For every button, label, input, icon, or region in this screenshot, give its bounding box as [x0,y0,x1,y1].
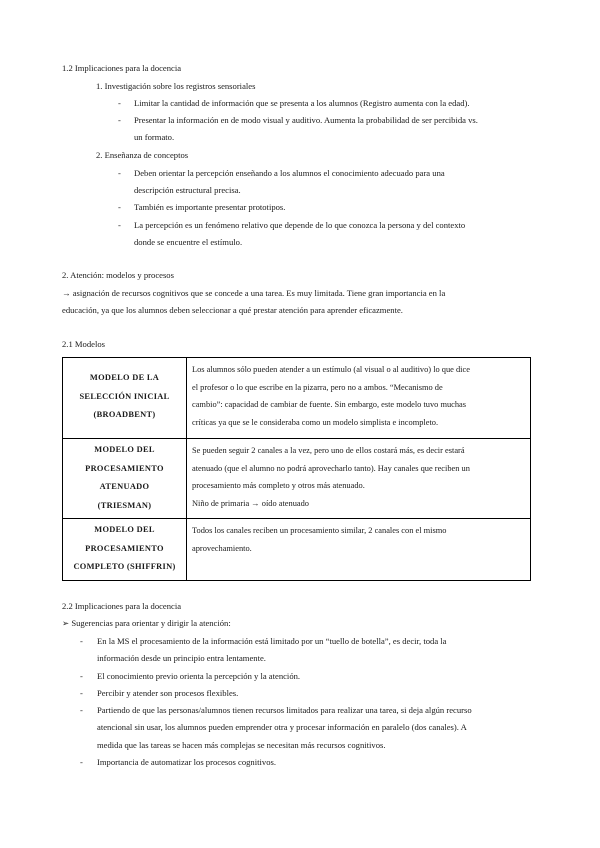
model-desc-line: atenuado (que el alumno no podrá aprovecharlo tanto). Hay canales que reciben un [192,463,470,473]
bullet-text-cont: atencional sin usar, los alumnos pueden emprender otra y procesar información en paralelo (dos canales). A [97,722,467,732]
model-name-line: COMPLETO (SHIFFRIN) [73,562,176,571]
bullet-text: Deben orientar la percepción enseñando a los alumnos el conocimiento adecuado para una [134,168,445,178]
model-name-line: (TRIESMAN) [97,500,152,510]
model-desc-line: Los alumnos sólo pueden atender a un estímulo (al visual o al auditivo) lo que dice [192,365,470,374]
bullet-dash: - [80,705,83,715]
model-description-cell [187,439,531,519]
model-desc-line: Niño de primaria → oído atenuado [192,498,309,508]
bullet-text: Importancia de automatizar los procesos cognitivos. [97,757,276,767]
model-name-line: (BROADBENT) [93,410,156,419]
models-table [62,357,531,581]
bullet-text: La percepción es un fenómeno relativo que depende de lo que conozca la persona y del contexto [134,220,466,230]
model-name-line: MODELO DE LA [89,373,160,382]
section-heading-2-1: 2.1 Modelos [62,339,105,349]
model-name-cell [63,439,187,519]
model-desc-line: cambio”: capacidad de cambiar de fuente. Sin embargo, este modelo tuvo muchas [192,400,467,409]
paragraph-line: → asignación de recursos cognitivos que se concede a una tarea. Es muy limitada. Tiene gran importancia en la [62,288,446,298]
bullet-text-cont: descripción estructural precisa. [134,185,241,195]
bullet-dash: - [118,220,121,230]
model-description-cell [187,519,531,581]
bullet-text: Partiendo de que las personas/alumnos tienen recursos limitados para realizar una tarea, si deja algún recurso [97,705,472,715]
bullet-text: Limitar la cantidad de información que se presenta a los alumnos (Registro aumenta con la edad). [134,98,470,108]
bullet-text-cont: donde se encuentre el estímulo. [134,237,243,247]
bullet-dash: - [118,115,121,125]
model-desc-line: el profesor o lo que escribe en la pizarra, pero no a ambos. “Mecanismo de [192,382,443,392]
table-row [63,519,531,581]
model-name-cell [63,519,187,581]
arrow-list-heading: ➢ Sugerencias para orientar y dirigir la atención: [62,618,231,628]
model-name-line: PROCESAMIENTO [85,543,164,553]
bullet-text-cont: información desde un principio entra lentamente. [97,653,266,663]
list-item-registros-sensoriales: 1. Investigación sobre los registros sensoriales [96,81,256,91]
table-row [63,439,531,519]
paragraph-line: educación, ya que los alumnos deben seleccionar a qué prestar atención para aprender eficazmente. [62,305,403,315]
model-name-line: PROCESAMIENTO [85,463,164,473]
model-description-cell [187,358,531,439]
bullet-text-cont: medida que las tareas se hacen más complejas se necesitan más recursos cognitivos. [97,740,386,750]
section-heading-2-2: 2.2 Implicaciones para la docencia [62,601,182,611]
section-heading-2: 2. Atención: modelos y procesos [62,270,174,280]
bullet-dash: - [80,636,83,646]
model-desc-line: Se pueden seguir 2 canales a la vez, pero uno de ellos costará más, es decir estará [192,446,465,455]
bullet-text: En la MS el procesamiento de la información está limitado por un “tuello de botella”, es decir, toda la [97,636,447,646]
bullet-text: También es importante presentar prototipos. [134,202,286,212]
model-name-line: ATENUADO [99,482,150,491]
bullet-dash: - [80,671,83,681]
table-row [63,358,531,439]
bullet-dash: - [118,168,121,178]
bullet-dash: - [118,98,121,108]
bullet-text: Presentar la información en de modo visual y auditivo. Aumenta la probabilidad de ser percibida vs. [134,115,478,125]
bullet-text-cont: un formato. [134,132,175,142]
model-desc-line: aprovechamiento. [192,543,252,553]
bullet-dash: - [118,202,121,212]
model-name-line: MODELO DEL [94,525,155,534]
list-item-ensenanza-conceptos: 2. Enseñanza de conceptos [96,150,189,160]
bullet-dash: - [80,688,83,698]
bullet-dash: - [80,757,83,767]
bullet-text: El conocimiento previo orienta la percepción y la atención. [97,671,301,681]
model-desc-line: Todos los canales reciben un procesamiento similar, 2 canales con el mismo [192,526,447,535]
model-name-line: SELECCIÓN INICIAL [79,391,170,401]
bullet-text: Percibir y atender son procesos flexibles. [97,688,239,698]
model-desc-line: procesamiento más completo y otros más atenuado. [192,481,365,490]
model-name-line: MODELO DEL [94,445,155,454]
model-desc-line: críticas ya que se le consideraba como un modelo simplista e incompleto. [192,417,439,427]
section-heading-1-2: 1.2 Implicaciones para la docencia [62,63,182,73]
model-name-cell [63,358,187,439]
